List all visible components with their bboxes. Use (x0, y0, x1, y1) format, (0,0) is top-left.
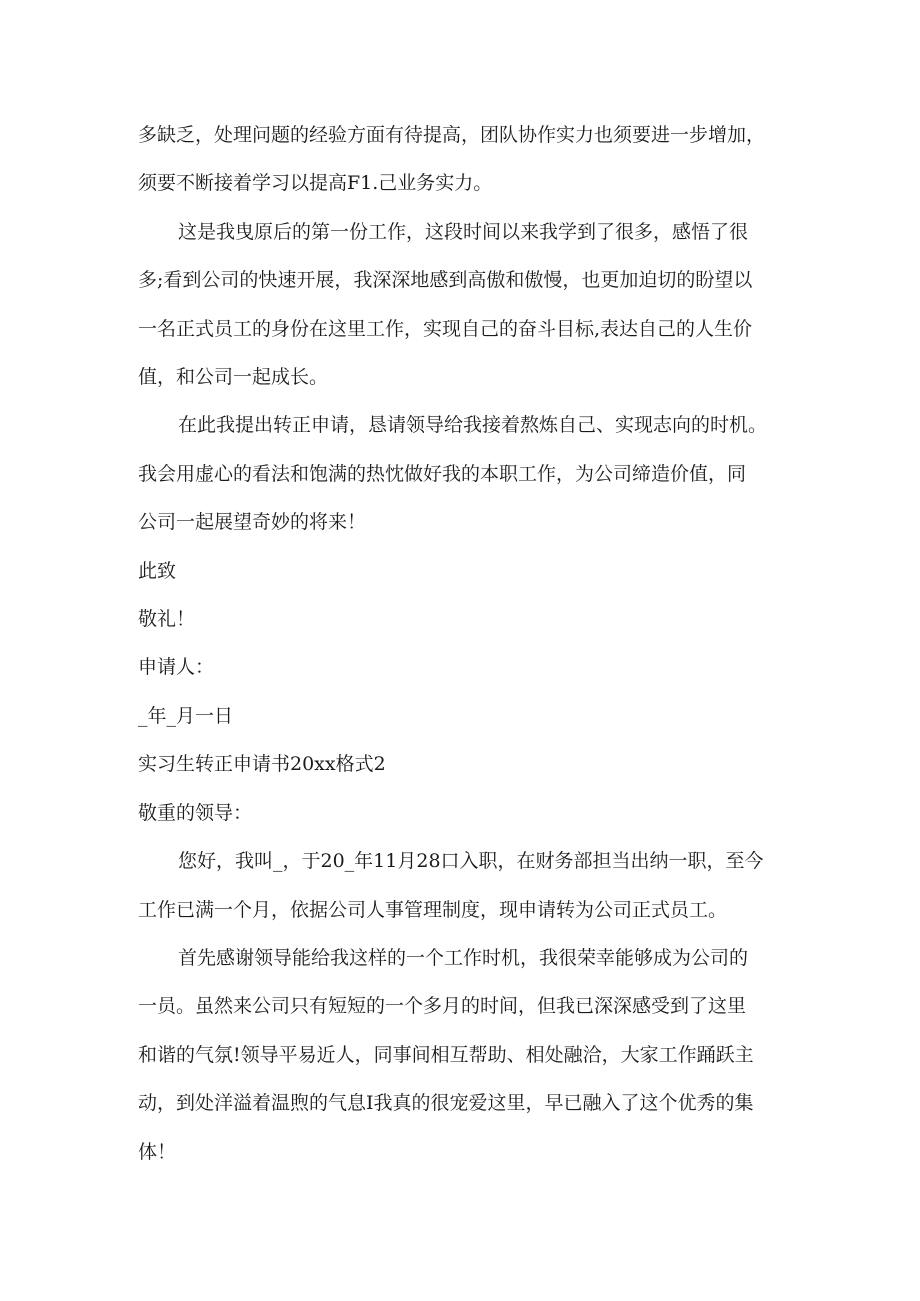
section-title: 实习生转正申请书20xx格式2 (138, 753, 386, 776)
closing-ci-zhi: 此致 (138, 559, 177, 582)
text-line: 须要不断接着学习以提高F1.己业务实力。 (138, 172, 493, 195)
paragraph-continuation (138, 111, 792, 208)
text-line: 值，和公司一起成长。 (138, 366, 329, 389)
text-line: 您好，我叫_，于20_年11月28口入职，在财务部担当出纳一职，至今 (178, 850, 764, 873)
text-line: 动，到处洋溢着温煦的气息I我真的很宠爱这里，早已融入了这个优秀的集 (138, 1092, 754, 1115)
date-line: _年_月一日 (138, 704, 234, 727)
text-line: 一员。虽然来公司只有短短的一个多月的时间，但我已深深感受到了这里 (138, 995, 747, 1018)
text-line: 和谐的气氛!领导平易近人，同事间相互帮助、相处融洽，大家工作踊跃主 (138, 1043, 754, 1066)
text-line: 一名正式员工的身份在这里工作，实现自己的奋斗目标,表达自己的人生价 (138, 317, 753, 340)
text-line: 工作已满一个月，依据公司人事管理制度，现申请转为公司正式员工。 (138, 898, 728, 921)
text-line: 首先感谢领导能给我这样的一个工作时机，我很荣幸能够成为公司的 (178, 946, 749, 969)
text-line: 体！ (138, 1140, 177, 1163)
paragraph-thanks (138, 934, 792, 1176)
text-line: 公司一起展望奇妙的将来！ (138, 511, 367, 534)
document-body (138, 111, 792, 1176)
text-line: 我会用虚心的看法和饱满的热忱做好我的本职工作，为公司缔造价值，同 (138, 462, 747, 485)
paragraph-first-job (138, 208, 792, 402)
closing-jing-li: 敬礼！ (138, 608, 196, 631)
text-line: 在此我提出转正申请，恳请领导给我接着熬炼自己、实现志向的时机。 (178, 414, 768, 437)
applicant-label: 申请人： (138, 656, 215, 679)
text-line: 多缺乏，处理问题的经验方面有待提高，团队协作实力也须要进一步增加， (138, 124, 766, 146)
salutation: 敬重的领导： (138, 801, 253, 824)
text-line: 多;看到公司的快速开展，我深深地感到高傲和傲慢，也更加迫切的盼望以 (138, 269, 753, 292)
text-line: 这是我曳原后的第一份工作，这段时间以来我学到了很多，感悟了很 (178, 220, 749, 243)
paragraph-application (138, 401, 792, 546)
paragraph-greeting (138, 837, 792, 934)
